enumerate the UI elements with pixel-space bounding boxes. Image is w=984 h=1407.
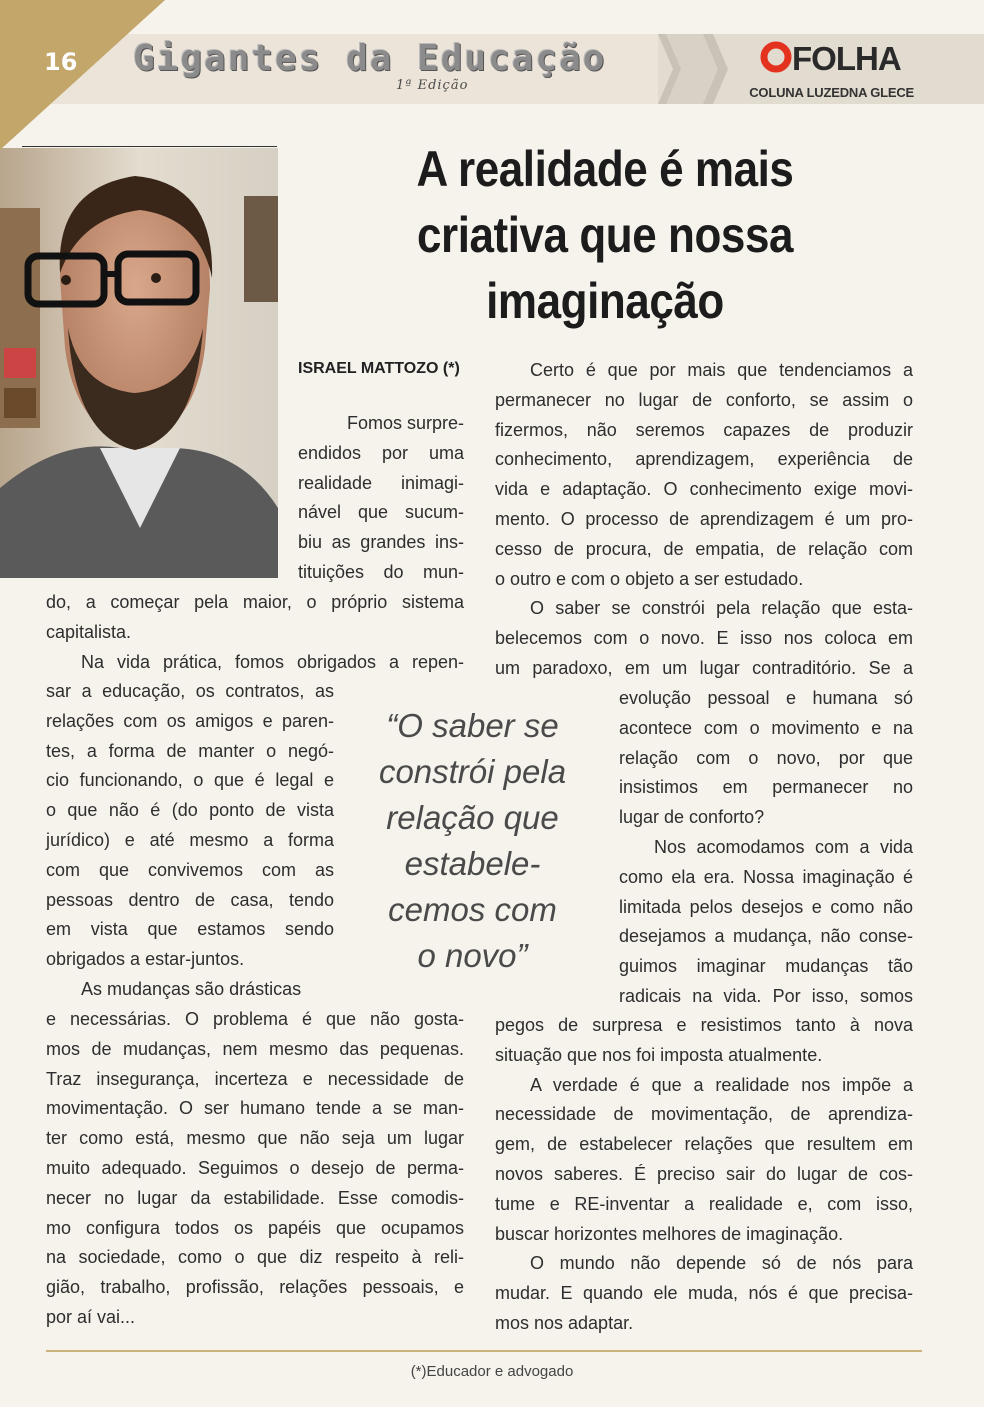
text-line-content: o que não é (do ponto de vista bbox=[46, 800, 334, 821]
text-line-content: um paradoxo, em um lugar contraditório. Se a bbox=[495, 657, 913, 678]
text-line-content: biu as grandes ins- bbox=[298, 532, 464, 553]
text-line-content: nável que sucum- bbox=[298, 502, 464, 523]
text-line: buscar horizontes melhores de imaginação. bbox=[495, 1223, 844, 1244]
pull-quote-line: constrói pela bbox=[378, 753, 567, 790]
text-line bbox=[495, 356, 913, 386]
section-title: Gigantes da Educação bbox=[133, 38, 607, 79]
text-line-content: tes, a forma de manter o negó- bbox=[46, 740, 334, 761]
text-line-content: do, a começar pela maior, o próprio sistema bbox=[46, 592, 464, 612]
text-line bbox=[46, 915, 334, 945]
text-line-content: Traz insegurança, incerteza e necessidade de bbox=[46, 1068, 464, 1089]
edition-label: 1ª Edição bbox=[396, 78, 469, 93]
text-line bbox=[46, 648, 464, 678]
col2-full-text-b bbox=[495, 1011, 913, 1339]
text-line bbox=[46, 707, 334, 737]
text-line-content: realidade inimagi- bbox=[298, 472, 464, 493]
text-line-content: ter como está, mesmo que não seja um lugar bbox=[46, 1128, 464, 1149]
text-line bbox=[495, 505, 913, 535]
text-line-content: movimentação. O ser humano tende a se man- bbox=[46, 1098, 464, 1119]
text-line-content: insistimos em permanecer no bbox=[619, 777, 913, 798]
text-line bbox=[298, 439, 464, 469]
text-line-content: sar a educação, os contratos, as bbox=[46, 681, 334, 701]
text-line-content: endidos por uma bbox=[298, 442, 464, 463]
text-line: mos nos adaptar. bbox=[495, 1312, 634, 1333]
text-line bbox=[46, 1094, 464, 1124]
text-line bbox=[46, 1154, 464, 1184]
text-line: lugar de conforto? bbox=[619, 807, 765, 828]
text-line bbox=[495, 1160, 913, 1190]
text-line: por aí vai... bbox=[46, 1306, 136, 1327]
col1-narrow-text bbox=[298, 409, 464, 588]
text-line-content: cesso de procura, de empatia, de relação com bbox=[495, 538, 913, 559]
text-line bbox=[46, 1214, 464, 1244]
text-line-content: Nos acomodamos com a vida bbox=[654, 836, 913, 857]
text-line bbox=[46, 1005, 464, 1035]
text-line-content: e necessárias. O problema é que não gosta- bbox=[46, 1009, 464, 1029]
col1-full-text-a bbox=[46, 588, 464, 677]
text-line-content: pegos de surpresa e resistimos tanto à nova bbox=[495, 1015, 913, 1035]
text-line bbox=[298, 469, 464, 499]
text-line-content: necer no lugar da estabilidade. Esse comodis- bbox=[46, 1187, 464, 1208]
text-line-content: em vista que estamos sendo bbox=[46, 919, 334, 940]
text-line-content: permanecer no lugar de conforto, se assim o bbox=[495, 389, 913, 410]
column-label: COLUNA LUZEDNA GLECE bbox=[749, 85, 914, 100]
text-line: o outro e com o objeto a ser estudado. bbox=[495, 568, 804, 589]
col1-full-text-b bbox=[46, 1005, 464, 1333]
text-line bbox=[46, 677, 334, 707]
text-line-content: mudar. E quando ele muda, nós é que precisa- bbox=[495, 1283, 913, 1304]
text-line: As mudanças são drásticas bbox=[81, 978, 302, 999]
text-line-content: cio funcionando, o que é legal e bbox=[46, 770, 334, 791]
text-line bbox=[495, 1279, 913, 1309]
text-line bbox=[46, 826, 334, 856]
text-line-content: relações com os amigos e paren- bbox=[46, 710, 334, 731]
col2-full-text-a bbox=[495, 356, 913, 684]
text-line-content: mento. O processo de aprendizagem é um pro- bbox=[495, 508, 913, 529]
text-line-content: O saber se constrói pela relação que esta- bbox=[530, 598, 913, 619]
header-chevron-decoration bbox=[658, 34, 728, 104]
page-number: 16 bbox=[44, 48, 78, 76]
bottom-rule bbox=[46, 1350, 922, 1352]
text-line-content: tituições do mun- bbox=[298, 561, 464, 582]
text-line: capitalista. bbox=[46, 621, 132, 642]
text-line bbox=[495, 445, 913, 475]
text-line-content: muito adequado. Seguimos o desejo de perma- bbox=[46, 1157, 464, 1178]
col1-quote-side-text bbox=[46, 677, 334, 1005]
headline bbox=[359, 136, 852, 334]
text-line bbox=[495, 1130, 913, 1160]
folha-logo bbox=[760, 40, 914, 74]
headline-line: criativa que nossa bbox=[416, 207, 794, 263]
text-line bbox=[619, 684, 913, 714]
headline-line: imaginação bbox=[486, 273, 724, 329]
text-line-content: acontece com o movimento e na bbox=[619, 717, 913, 738]
text-line bbox=[495, 594, 913, 624]
text-line-content: mo configura todos os papéis que ocupamos bbox=[46, 1217, 464, 1238]
text-line-content: com que convivemos com as bbox=[46, 859, 334, 880]
text-line-content: na sociedade, como o que diz respeito à reli- bbox=[46, 1247, 464, 1268]
text-line bbox=[619, 922, 913, 952]
headline-line: A realidade é mais bbox=[416, 141, 794, 197]
text-line bbox=[46, 1273, 464, 1303]
text-line-content: evolução pessoal e humana só bbox=[619, 688, 913, 708]
text-line bbox=[495, 1190, 913, 1220]
text-line bbox=[298, 528, 464, 558]
text-line bbox=[298, 558, 464, 588]
text-line bbox=[619, 714, 913, 744]
author-photo bbox=[0, 148, 278, 578]
text-line bbox=[46, 1035, 464, 1065]
text-line bbox=[495, 1100, 913, 1130]
text-line bbox=[495, 535, 913, 565]
svg-text:FOLHA: FOLHA bbox=[792, 40, 901, 74]
text-line: obrigados a estar-juntos. bbox=[46, 949, 245, 970]
pull-quote-line: cemos com bbox=[388, 891, 557, 928]
pull-quote-line: “O saber se bbox=[386, 707, 559, 744]
text-line bbox=[619, 893, 913, 923]
text-line-content: Na vida prática, fomos obrigados a repen- bbox=[81, 651, 464, 672]
text-line-content: limitada pelos desejos e como não bbox=[619, 896, 913, 917]
text-line-content: A verdade é que a realidade nos impõe a bbox=[530, 1074, 913, 1095]
text-line bbox=[495, 475, 913, 505]
text-line bbox=[619, 833, 913, 863]
text-line bbox=[46, 796, 334, 826]
text-line bbox=[495, 1249, 913, 1279]
pull-quote-line: relação que bbox=[386, 799, 559, 836]
text-line bbox=[46, 588, 464, 618]
text-line bbox=[495, 416, 913, 446]
text-line bbox=[619, 952, 913, 982]
text-line bbox=[619, 982, 913, 1012]
text-line-content: gem, de estabelecer relações que resultem em bbox=[495, 1134, 913, 1155]
text-line-content: tume e RE-inventar a realidade e, com isso, bbox=[495, 1193, 913, 1214]
pull-quote bbox=[360, 703, 585, 979]
text-line bbox=[46, 856, 334, 886]
text-line bbox=[46, 1065, 464, 1095]
pull-quote-line: estabele- bbox=[404, 845, 541, 882]
pull-quote-line: o novo” bbox=[417, 937, 528, 974]
text-line: Fomos surpre- bbox=[346, 413, 464, 433]
text-line-content: fizermos, não seremos capazes de produzir bbox=[495, 419, 913, 440]
text-line bbox=[619, 744, 913, 774]
text-line-content: relação com o novo, por que bbox=[619, 747, 913, 768]
text-line-content: guimos imaginar mudanças tão bbox=[619, 956, 913, 977]
text-line bbox=[46, 737, 334, 767]
text-line-content: belecemos com o novo. E isso nos coloca em bbox=[495, 628, 913, 649]
text-line bbox=[495, 654, 913, 684]
text-line bbox=[46, 886, 334, 916]
text-line bbox=[46, 766, 334, 796]
text-line bbox=[46, 1124, 464, 1154]
text-line-content: novos saberes. É preciso sair do lugar de cos- bbox=[495, 1163, 913, 1184]
text-line-content: radicais na vida. Por isso, somos bbox=[619, 985, 913, 1006]
col2-quote-side-text bbox=[619, 684, 913, 1012]
text-line bbox=[619, 773, 913, 803]
text-line bbox=[495, 624, 913, 654]
text-line-content: mos de mudanças, nem mesmo das pequenas. bbox=[46, 1038, 464, 1059]
text-line bbox=[46, 1184, 464, 1214]
text-line bbox=[495, 386, 913, 416]
text-line bbox=[619, 863, 913, 893]
text-line bbox=[298, 498, 464, 528]
author-byline: ISRAEL MATTOZO (*) bbox=[298, 360, 460, 377]
text-line-content: conhecimento, aprendizagem, experiência de bbox=[495, 449, 913, 470]
text-line-content: pessoas dentro de casa, tendo bbox=[46, 889, 334, 910]
text-line bbox=[46, 1243, 464, 1273]
text-line-content: desejamos a mudança, não conse- bbox=[619, 926, 913, 947]
text-line bbox=[495, 1011, 913, 1041]
text-line-content: vida e adaptação. O conhecimento exige movi- bbox=[495, 479, 913, 500]
text-line-content: Certo é que por mais que tendenciamos a bbox=[530, 360, 913, 380]
text-line: situação que nos foi imposta atualmente. bbox=[495, 1044, 823, 1065]
text-line-content: gião, trabalho, profissão, relações pessoais, e bbox=[46, 1277, 464, 1298]
text-line-content: como ela era. Nossa imaginação é bbox=[619, 866, 913, 887]
footnote: (*)Educador e advogado bbox=[410, 1363, 574, 1380]
text-line-content: jurídico) e até mesmo a forma bbox=[46, 829, 334, 850]
text-line-content: O mundo não depende só de nós para bbox=[530, 1253, 913, 1274]
text-line bbox=[495, 1071, 913, 1101]
text-line-content: necessidade de movimentação, de aprendiza- bbox=[495, 1104, 913, 1125]
